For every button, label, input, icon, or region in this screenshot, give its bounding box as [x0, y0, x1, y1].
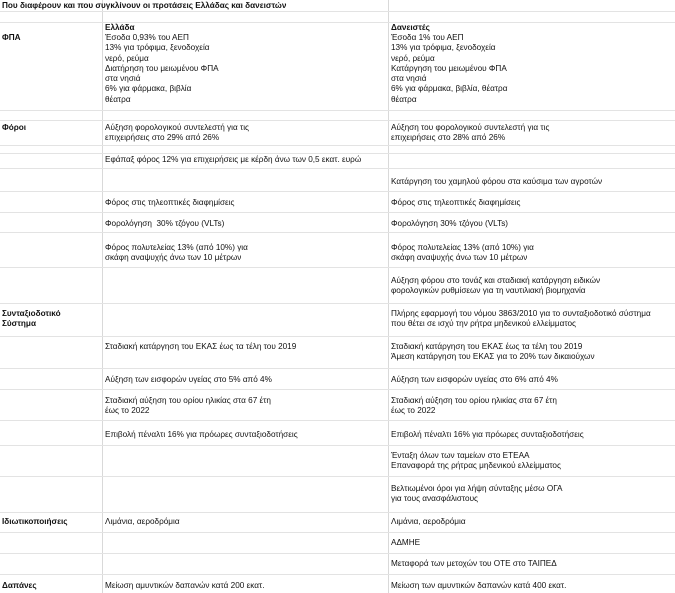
- row-divider: [0, 336, 675, 337]
- section-label-vat: ΦΠΑ: [2, 33, 21, 42]
- row-divider: [0, 420, 675, 421]
- row-divider: [0, 153, 675, 154]
- header-greece: Ελλάδα: [105, 23, 135, 32]
- section-label-spending: Δαπάνες: [2, 581, 37, 590]
- section-label-taxes: Φόροι: [2, 123, 27, 132]
- row-divider: [0, 389, 675, 390]
- row-divider: [0, 11, 675, 12]
- row-divider: [0, 191, 675, 192]
- cell-lenders: Φόρος στις τηλεοπτικές διαφημίσεις: [391, 198, 521, 207]
- cell-greece: Φορολόγηση 30% τζόγου (VLTs): [105, 219, 225, 228]
- row-divider: [0, 445, 675, 446]
- row-divider: [0, 212, 675, 213]
- section-label-privatizations: Ιδιωτικοποιήσεις: [2, 517, 68, 526]
- cell-lenders: Μεταφορά των μετοχών του ΟΤΕ στο ΤΑΙΠΕΔ: [391, 559, 557, 568]
- cell-lenders: Αύξηση του φορολογικού συντελεστή για τις επιχειρήσεις στο 28% από 26%: [391, 123, 550, 143]
- header-lenders: Δανειστές: [391, 23, 430, 32]
- row-divider: [0, 120, 675, 121]
- cell-lenders: Μείωση των αμυντικών δαπανών κατά 400 εκατ.: [391, 581, 567, 590]
- cell-greece: Αύξηση των εισφορών υγείας στο 5% από 4%: [105, 375, 272, 384]
- section-label-pension: Συνταξιοδοτικό Σύστημα: [2, 309, 61, 329]
- row-divider: [0, 368, 675, 369]
- cell-greece: Λιμάνια, αεροδρόμια: [105, 517, 180, 526]
- cell-lenders: Φόρος πολυτελείας 13% (από 10%) για σκάφη αναψυχής άνω των 10 μέτρων: [391, 243, 534, 263]
- cell-greece: Φόρος στις τηλεοπτικές διαφημίσεις: [105, 198, 235, 207]
- cell-lenders: Αύξηση των εισφορών υγείας στο 6% από 4%: [391, 375, 558, 384]
- cell-lenders: Λιμάνια, αεροδρόμια: [391, 517, 466, 526]
- row-divider: [0, 512, 675, 513]
- row-divider: [0, 476, 675, 477]
- cell-lenders: Αύξηση φόρου στο τονάζ και σταδιακή κατάργηση ειδικών φορολογικών ρυθμίσεων για τη ναυτιλιακή βιομηχανία: [391, 276, 601, 296]
- cell-lenders: ΑΔΜΗΕ: [391, 538, 421, 547]
- row-divider: [0, 532, 675, 533]
- cell-lenders: Φορολόγηση 30% τζόγου (VLTs): [391, 219, 509, 228]
- column-divider: [102, 0, 103, 593]
- cell-greece: Μείωση αμυντικών δαπανών κατά 200 εκατ.: [105, 581, 265, 590]
- row-divider: [0, 232, 675, 233]
- cell-lenders: Σταδιακή κατάργηση του ΕΚΑΣ έως τα τέλη του 2019 Άμεση κατάργηση του ΕΚΑΣ για το 20% των δικαιούχων: [391, 342, 595, 362]
- row-divider: [0, 110, 675, 111]
- cell-greece: Σταδιακή αύξηση του ορίου ηλικίας στα 67 έτη έως το 2022: [105, 396, 271, 416]
- cell-greece: Επιβολή πέναλτι 16% για πρόωρες συνταξιοδοτήσεις: [105, 430, 298, 439]
- row-divider: [0, 553, 675, 554]
- row-divider: [0, 267, 675, 268]
- cell-greece: Εφάπαξ φόρος 12% για επιχειρήσεις με κέρδη άνω των 0,5 εκατ. ευρώ: [105, 155, 362, 164]
- cell-lenders: Σταδιακή αύξηση του ορίου ηλικίας στα 67 έτη έως το 2022: [391, 396, 557, 416]
- row-divider: [0, 168, 675, 169]
- row-divider: [0, 22, 675, 23]
- cell-lenders: Πλήρης εφαρμογή του νόμου 3863/2010 για το συνταξιοδοτικό σύστημα που θέτει σε ισχύ την ρήτρα μηδενικού ελλείμματος: [391, 309, 651, 329]
- row-divider: [0, 574, 675, 575]
- cell-greece: Σταδιακή κατάργηση του ΕΚΑΣ έως τα τέλη του 2019: [105, 342, 297, 351]
- cell-lenders: Ένταξη όλων των ταμείων στο ΕΤΕΑΑ Επαναφορά της ρήτρας μηδενικού ελλείμματος: [391, 451, 561, 471]
- cell-greece: Αύξηση φορολογικού συντελεστή για τις επιχειρήσεις στο 29% από 26%: [105, 123, 249, 143]
- cell-lenders: Βελτιωμένοι όροι για λήψη σύνταξης μέσω ΟΓΑ για τους ανασφάλιστους: [391, 484, 563, 504]
- row-divider: [0, 303, 675, 304]
- cell-lenders: Επιβολή πέναλτι 16% για πρόωρες συνταξιοδοτήσεις: [391, 430, 584, 439]
- cell-greece: Έσοδα 0,93% του ΑΕΠ 13% για τρόφιμα, ξενοδοχεία νερό, ρεύμα Διατήρηση του μειωμένου ΦΠΑ στα νησιά 6% για φάρμακα, βιβλία θέατρα: [105, 33, 219, 104]
- cell-greece: Φόρος πολυτελείας 13% (από 10%) για σκάφη αναψυχής άνω των 10 μέτρων: [105, 243, 248, 263]
- sheet-title: Που διαφέρουν και που συγκλίνουν οι προτάσεις Ελλάδας και δανειστών: [2, 1, 287, 10]
- row-divider: [0, 145, 675, 146]
- cell-lenders: Έσοδα 1% του ΑΕΠ 13% για τρόφιμα, ξενοδοχεία νερό, ρεύμα Κατάργηση του μειωμένου ΦΠΑ στα νησιά 6% για φάρμακα, βιβλία, θέατρα θέατρα: [391, 33, 508, 104]
- column-divider: [388, 0, 389, 593]
- cell-lenders: Κατάργηση του χαμηλού φόρου στα καύσιμα των αγροτών: [391, 177, 603, 186]
